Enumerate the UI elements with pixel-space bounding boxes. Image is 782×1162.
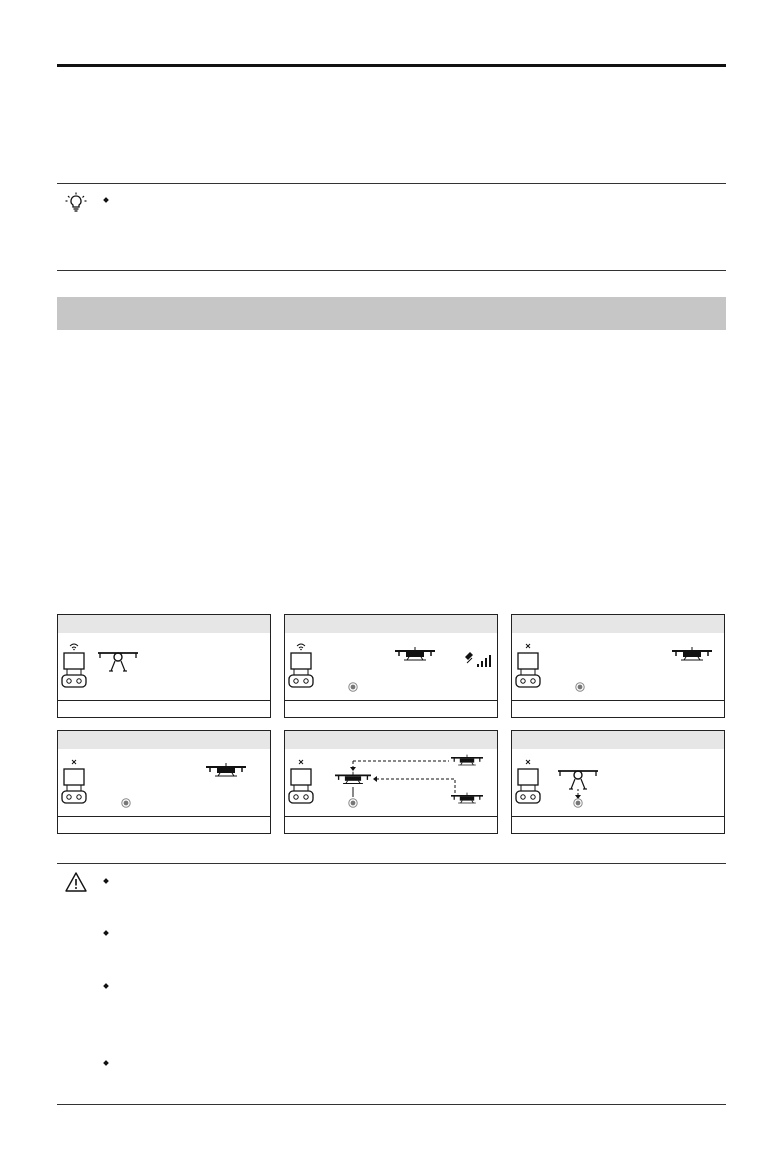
diagram-panel-step-6 [511,730,725,834]
panel-illustration [58,749,270,817]
lightbulb-icon [65,192,87,214]
wifi-signal-icon [70,644,78,650]
diagram-panel-step-2 [284,614,498,718]
panel-illustration [285,749,497,817]
panel-footer [58,816,270,833]
warning-bullet-2 [103,930,109,936]
remote-controller-icon [62,653,86,687]
drone-icon [395,647,435,660]
panel-footer [285,816,497,833]
panel-footer [512,700,724,717]
diagram-panel-step-3 [511,614,725,718]
panel-illustration [285,633,497,701]
remote-controller-icon [289,769,313,803]
footer-rule [57,1104,726,1105]
status-led-icon [349,799,357,807]
tip-box [57,183,726,271]
panel-illustration [58,633,270,701]
warning-box [57,863,726,864]
panel-header [285,731,497,749]
status-led-icon [574,799,582,807]
panel-footer [285,700,497,717]
drone-icon [558,771,598,789]
remote-controller-icon [62,769,86,803]
warning-triangle-icon [65,872,87,892]
panel-header [285,615,497,633]
signal-lost-icon [299,760,303,764]
panel-footer [58,700,270,717]
panel-header [58,731,270,749]
drone-icon [206,763,246,776]
remote-controller-icon [516,769,540,803]
drone-icon [335,772,371,784]
drone-icon [672,647,712,660]
diagram-panel-step-1 [57,614,271,718]
status-led-icon [122,799,130,807]
warning-bullet-1 [103,878,109,884]
signal-lost-icon [72,760,76,764]
drone-icon [451,755,483,765]
drone-icon [451,793,483,803]
panel-header [512,615,724,633]
panel-illustration [512,749,724,817]
status-led-icon [576,683,584,691]
panel-header [512,731,724,749]
warning-bullet-4 [103,1060,109,1066]
tip-bullet [103,197,109,203]
wifi-signal-icon [297,644,305,650]
gps-signal-icon [465,652,491,667]
diagram-panel-step-5 [284,730,498,834]
drone-icon [98,653,138,671]
panel-header [58,615,270,633]
panel-footer [512,816,724,833]
warning-bullet-3 [103,983,109,989]
diagram-panel-step-4 [57,730,271,834]
signal-lost-icon [526,644,530,648]
panel-illustration [512,633,724,701]
header-rule [57,64,726,67]
signal-lost-icon [526,760,530,764]
remote-controller-icon [289,653,313,687]
section-header-bar [57,297,726,330]
remote-controller-icon [516,653,540,687]
status-led-icon [349,683,357,691]
